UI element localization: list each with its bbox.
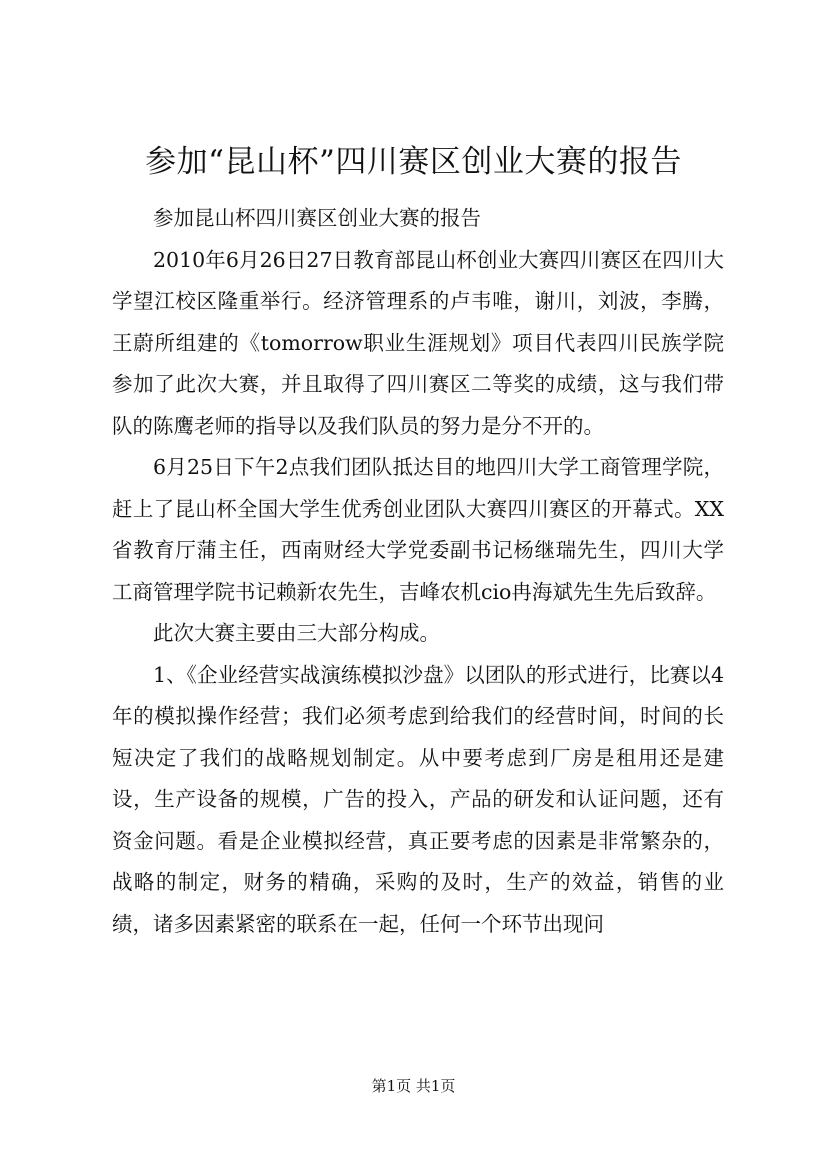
page-footer: 第1页 共1页 bbox=[371, 1077, 456, 1095]
paragraph-opening-ceremony: 6月25日下午2点我们团队抵达目的地四川大学工商管理学院，赶上了昆山杯全国大学生优秀创业团队大赛四川赛区的开幕式。XX省教育厅蒲主任，西南财经大学党委副书记杨继瑞先生，四川大学工商管理学院书记赖新农先生，吉峰农机cio冉海斌先生先后致辞。 bbox=[112, 455, 724, 604]
paragraph-subtitle: 参加昆山杯四川赛区创业大赛的报告 bbox=[153, 206, 481, 230]
paragraph-structure: 此次大赛主要由三大部分构成。 bbox=[153, 621, 440, 645]
document-body bbox=[112, 198, 724, 945]
document-title: 参加“昆山杯”四川赛区创业大赛的报告 bbox=[145, 144, 682, 180]
paragraph-intro: 2010年6月26日27日教育部昆山杯创业大赛四川赛区在四川大学望江校区隆重举行。经济管理系的卢韦唯，谢川，刘波，李腾，王蔚所组建的《tomorrow职业生涯规划》项目代表四川民族学院参加了此次大赛，并且取得了四川赛区二等奖的成绩，这与我们带队的陈鹰老师的指导以及我们队员的努力是分不开的。 bbox=[112, 247, 724, 438]
paragraph-sandbox-simulation: 1、《企业经营实战演练模拟沙盘》以团队的形式进行，比赛以4年的模拟操作经营；我们必须考虑到给我们的经营时间，时间的长短决定了我们的战略规划制定。从中要考虑到厂房是租用还是建设，生产设备的规模，广告的投入，产品的研发和认证问题，还有资金问题。看是企业模拟经营，真正要考虑的因素是非常繁杂的，战略的制定，财务的精确，采购的及时，生产的效益，销售的业绩，诸多因素紧密的联系在一起，任何一个环节出现问 bbox=[112, 662, 724, 936]
